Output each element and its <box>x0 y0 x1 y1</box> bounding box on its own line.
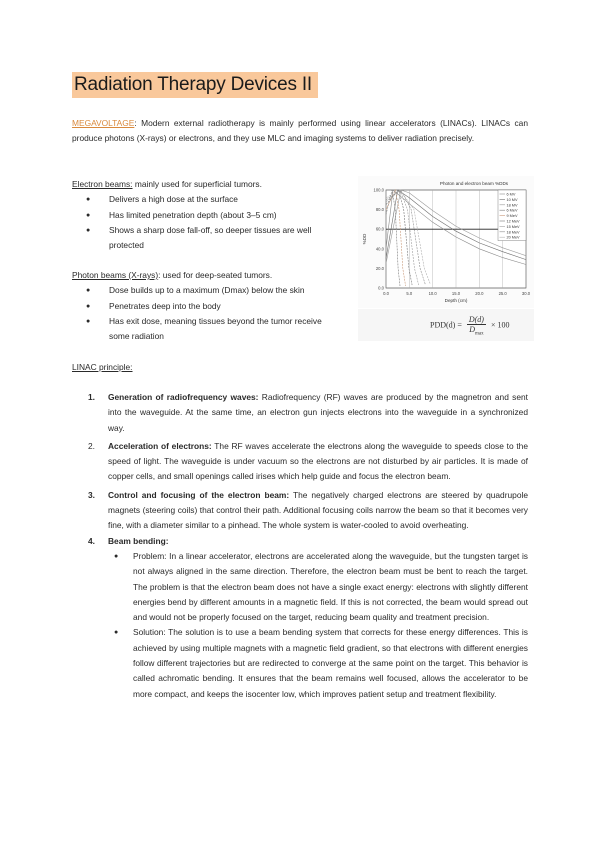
photon-beams-text: : used for deep-seated tumors. <box>158 270 273 280</box>
beam-bending-list <box>108 549 528 702</box>
svg-text:18 MeV: 18 MeV <box>506 230 520 235</box>
list-item: ● Has exit dose, meaning tissues beyond the tumor receive some radiation <box>72 314 339 345</box>
step-title: Generation of radiofrequency waves: <box>108 392 259 402</box>
linac-heading: LINAC principle: <box>72 362 133 372</box>
intro-text: : Modern external radiotherapy is mainly performed using linear accelerators (LINACs). LINACs can produce photons (X-rays) or electrons, and they use MLC and imaging systems to deliver radiation precisely. <box>72 118 528 144</box>
formula-numerator: D(d) <box>468 315 484 324</box>
svg-text:0.0: 0.0 <box>383 291 389 296</box>
megavoltage-link[interactable]: MEGAVOLTAGE <box>72 118 135 128</box>
svg-text:12 MeV: 12 MeV <box>506 219 520 224</box>
svg-text:5.0: 5.0 <box>406 291 413 296</box>
svg-text:18 MV: 18 MV <box>506 203 518 208</box>
step-title: Acceleration of electrons: <box>108 440 212 451</box>
svg-text:10 MV: 10 MV <box>506 197 518 202</box>
pdd-formula <box>358 309 534 341</box>
electron-beams-label: Electron beams: <box>72 179 133 189</box>
electron-beams-text: mainly used for superficial tumors. <box>132 179 262 189</box>
svg-text:6 MV: 6 MV <box>506 192 516 197</box>
linac-step-1: 1. Generation of radiofrequency waves: Radiofrequency (RF) waves are produced by the magnetron and sent into the waveguide. At the same time, an electron gun injects electrons into the waveguide in a synchronized way. <box>88 392 528 433</box>
svg-text:Photon and electron beam %DDs: Photon and electron beam %DDs <box>439 181 509 186</box>
linac-step-3: 3. Control and focusing of the electron beam: The negatively charged electrons are steered by quadrupole magnets (steering coils) that control their path. Additional focusing coils narrow the beam so that it becomes very fine, with a diameter similar to a pinhead. The whole system is water-cooled to avoid overheating. <box>88 489 528 531</box>
step-text: Radiofrequency (RF) waves are produced by the magnetron and sent into the waveguide. At the same time, an electron gun injects electrons into the waveguide in a synchronized way. <box>108 392 528 433</box>
svg-text:15 MeV: 15 MeV <box>506 224 520 229</box>
photon-beams-section <box>72 268 339 344</box>
step-text: The negatively charged electrons are steered by quadrupole magnets (steering coils) that control their path. Additional focusing coils narrow the beam so that it becomes very fine, with a diameter similar to a pinhead. The whole system is water-cooled to avoid overheating. <box>108 489 528 531</box>
svg-text:0.0: 0.0 <box>378 285 384 291</box>
svg-text:100.0: 100.0 <box>373 187 384 193</box>
linac-step-4: 4. Beam bending: ● Problem: In a linear accelerator, electrons are accelerated along the waveguide, but the tungsten target is not always aligned in the same direction. Therefore, the electron beam must be bent to reach the target. The problem is that the electron beam does not have a single exact energy: electrons with slightly different energies bend by different amounts in a magnetic field. If this is not corrected, the beam would spread out and would not be properly focused on the target, reducing beam quality and treatment precision. ● Solution: The solution is to use a beam bending system that corrects for these energy differences. This is achieved by using multiple magnets with a magnetic field gradient, so that electrons with different energies follow different trajectories but are redirected to converge at the same point on the target. This behavior is called achromatic bending. It ensures that the beam remains well focused, allows the accelerator to be more compact, and keeps the isocenter low, which improves patient setup and treatment flexibility. <box>72 534 528 702</box>
formula-fraction <box>467 315 486 337</box>
svg-text:20 MeV: 20 MeV <box>506 235 520 240</box>
step-title: Beam bending: <box>108 535 169 546</box>
intro-paragraph <box>72 116 528 147</box>
svg-text:40.0: 40.0 <box>375 246 384 252</box>
svg-text:9 MeV: 9 MeV <box>506 214 518 219</box>
svg-text:15.0: 15.0 <box>451 291 461 296</box>
electron-beams-section <box>72 177 339 253</box>
page-title: Radiation Therapy Devices II <box>72 72 318 98</box>
list-item: ● Problem: In a linear accelerator, electrons are accelerated along the waveguide, but the tungsten target is not always aligned in the same direction. Therefore, the electron beam must be bent to reach the target. The problem is that the electron beam does not have a single exact energy: electrons with slightly different energies bend by different amounts in a magnetic field. If this is not corrected, the beam would spread out and would not be properly focused on the target, reducing beam quality and treatment precision. <box>108 549 528 625</box>
list-item: ● Has limited penetration depth (about 3–5 cm) <box>72 208 339 223</box>
photon-beams-list <box>72 283 339 344</box>
photon-beams-label: Photon beams (X-rays) <box>72 270 159 280</box>
svg-text:25.0: 25.0 <box>498 291 507 296</box>
pdd-chart <box>358 176 534 308</box>
linac-step-2: 2. Acceleration of electrons: The RF waves accelerate the electrons along the waveguide to speeds close to the speed of light. The waveguide is under vacuum so the electrons are not disturbed by air particles. It is made of copper cells, and small openings called irises which help guide and focus the electron beam. <box>88 440 528 482</box>
step-title: Control and focusing of the electron beam: <box>108 489 290 500</box>
list-item: ● Dose builds up to a maximum (Dmax) below the skin <box>72 283 339 298</box>
svg-text:%DD: %DD <box>362 233 367 245</box>
pdd-chart-svg <box>358 176 534 308</box>
electron-beams-list <box>72 192 339 253</box>
svg-text:10.0: 10.0 <box>428 291 437 296</box>
svg-text:30.0: 30.0 <box>521 291 531 296</box>
svg-text:80.0: 80.0 <box>375 207 384 213</box>
formula-denominator: $D_{max}$ <box>469 325 484 337</box>
formula-rhs: × 100 <box>490 320 510 330</box>
svg-text:60.0: 60.0 <box>375 226 384 232</box>
list-item: ● Delivers a high dose at the surface <box>72 192 339 207</box>
svg-text:20.0: 20.0 <box>375 265 384 271</box>
list-item: ● Penetrates deep into the body <box>72 299 339 314</box>
list-item: ● Shows a sharp dose fall-off, so deeper tissues are well protected <box>72 223 339 254</box>
formula-lhs: PDD(d) = <box>430 320 462 330</box>
linac-steps <box>72 390 528 702</box>
svg-text:Depth (cm): Depth (cm) <box>444 298 468 303</box>
list-item: ● Solution: The solution is to use a beam bending system that corrects for these energy differences. This is achieved by using multiple magnets with a magnetic field gradient, so that electrons with different energies follow different trajectories but are redirected to converge at the same point on the target. This behavior is called achromatic bending. It ensures that the beam remains well focused, allows the accelerator to be more compact, and keeps the isocenter low, which improves patient setup and treatment flexibility. <box>108 625 528 701</box>
svg-text:6 MeV: 6 MeV <box>506 208 518 213</box>
svg-text:20.0: 20.0 <box>475 291 484 296</box>
step-text: The RF waves accelerate the electrons along the waveguide to speeds close to the speed of light. The waveguide is under vacuum so the electrons are not disturbed by air particles. It is made of copper cells, and small openings called irises which help guide and focus the electron beam. <box>108 440 528 482</box>
